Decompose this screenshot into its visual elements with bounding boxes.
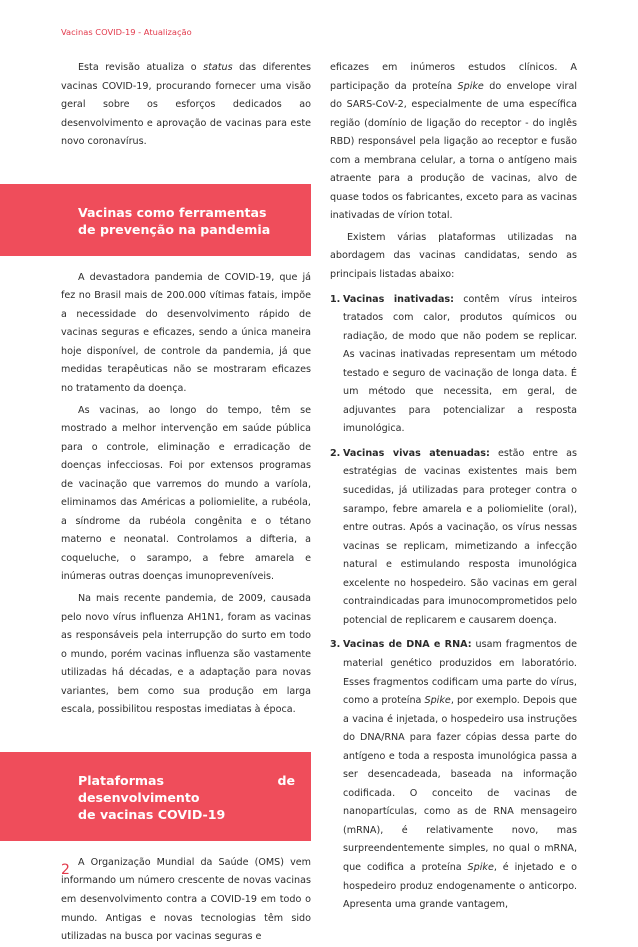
right-column <box>330 59 577 915</box>
continued-paragraph <box>330 59 577 226</box>
list-item <box>330 445 577 630</box>
running-head: Vacinas COVID-19 - Atualização <box>61 27 192 37</box>
section-title-line2: de vacinas COVID-19 <box>78 806 226 822</box>
list-number: 3. <box>330 639 341 651</box>
body-paragraph: As vacinas, ao longo do tempo, têm se mostrado a melhor intervenção em saúde pública para o controle, eliminação e erradicação de doenças infecciosas. Foi por extensos programas de vacinação que varremos do mundo a varíola, eliminamos das Américas a poliomielite, a rubéola, a síndrome da rubéola congênita e o tétano materno e neonatal. Controlamos a difteria, a coqueluche, o sarampo, a febre amarela e inúmeras outras doenças imunopreveníveis. <box>61 404 311 583</box>
list-text: estão entre as estratégias de vacinas existentes mais bem sucedidas, já utilizadas para proteger contra o sarampo, febre amarela e a poliomielite (oral), entre outras. Após a vacinação, os vírus nessas vacinas se replicam, mimetizando a infecção natural e estimulando resposta imunológica excelente no hospedeiro. São vacinas em geral contraindicadas para imunocomprometidos pelo potencial de replicarem e causarem doença. <box>343 447 577 626</box>
list-text: contêm vírus inteiros tratados com calor, produtos químicos ou radiação, de modo que não podem se replicar. As vacinas inativadas representam um método testado e seguro de vacinação de longa data. É um método que necessita, em geral, de adjuvantes para potencializar a resposta imunológica. <box>343 293 577 435</box>
intro-text: Esta revisão atualiza o <box>78 62 204 73</box>
list-number: 1. <box>330 293 341 305</box>
intro-status-emphasis: status <box>203 62 233 73</box>
list-number: 2. <box>330 447 341 459</box>
section-title-line2: de prevenção na pandemia <box>78 221 271 237</box>
list-text: , por exemplo. Depois que a vacina é injetada, o hospedeiro usa instruções do DNA/RNA para fazer cópias dessa parte do antígeno e toda a resposta imunológica passa a ser desencadeada, baseada na informação codificada. O conceito de vacinas de nanopartículas, como as de RNA mensageiro (mRNA), é relativamente novo, mas surpreendentemente simples, no qual o mRNA, que codifica a proteína <box>343 695 577 873</box>
list-item <box>330 636 577 914</box>
platforms-list <box>330 291 577 915</box>
list-text: usam fragmentos de material genético produzidos em laboratório. Esses fragmentos codificam uma parte do vírus, como a proteína <box>343 639 577 707</box>
intro-paragraph <box>61 59 311 152</box>
section-banner-vaccines-tools <box>0 184 311 256</box>
continued-text-rest: do envelope viral do SARS-CoV-2, especialmente de uma específica região (domínio de ligação do receptor - do inglês RBD) responsável pela ligação ao receptor e fusão com a membrana celular, a torna o antígeno mais atraente para a produção de vacinas, alvo de quase todos os fabricantes, exceto para as vacinas inativadas de vírion total. <box>330 80 577 222</box>
body-paragraph: A devastadora pandemia de COVID-19, que já fez no Brasil mais de 200.000 vítimas fatais, impõe a necessidade do desenvolvimento rápido de vacinas seguras e eficazes, sendo a única maneira hoje disponível, de controle da pandemia, já que medidas terapêuticas não se mostraram eficazes no tratamento da doença. <box>61 271 311 395</box>
list-term: Vacinas inativadas: <box>343 293 454 305</box>
continued-text: eficazes em inúmeros estudos clínicos. A participação da proteína <box>330 62 577 92</box>
spike-emphasis: Spike <box>467 861 494 873</box>
list-text: , é injetado e o hospedeiro produz endogenamente o anticorpo. Apresenta uma grande vantagem, <box>343 861 578 911</box>
intro-text-rest: das diferentes vacinas COVID-19, procurando fornecer uma visão geral sobre os esforços dedicados ao desenvolvimento e aprovação de vacinas para este novo coronavírus. <box>61 62 312 148</box>
body-paragraph: A Organização Mundial da Saúde (OMS) vem informando um número crescente de novas vacinas em desenvolvimento contra a COVID-19 em todo o mundo. Antigas e novas tecnologias têm sido utilizadas na busca por vacinas seguras e <box>61 856 311 943</box>
platforms-intro: Existem várias plataformas utilizadas na abordagem das vacinas candidatas, sendo as principais listadas abaixo: <box>330 231 577 281</box>
body-paragraph: Na mais recente pandemia, de 2009, causada pelo novo vírus influenza AH1N1, foram as vacinas as responsáveis pela interrupção do surto em todo o mundo, porém vacinas influenza são vastamente utilizadas há décadas, e a adaptação para novas variantes, bem como sua produção em larga escala, possibilitou respostas imediatas à época. <box>61 593 311 716</box>
list-term: Vacinas vivas atenuadas: <box>343 447 490 459</box>
spike-emphasis: Spike <box>457 80 484 92</box>
section-banner-platforms <box>0 752 311 841</box>
section-title-line1: Vacinas como ferramentas <box>78 204 267 220</box>
list-item <box>330 291 577 439</box>
list-term: Vacinas de DNA e RNA: <box>343 639 472 651</box>
page-number: 2 <box>61 862 70 878</box>
spike-emphasis: Spike <box>424 695 451 707</box>
section-title-line1: Plataformas de desenvolvimento <box>78 772 295 805</box>
left-column <box>61 59 311 947</box>
